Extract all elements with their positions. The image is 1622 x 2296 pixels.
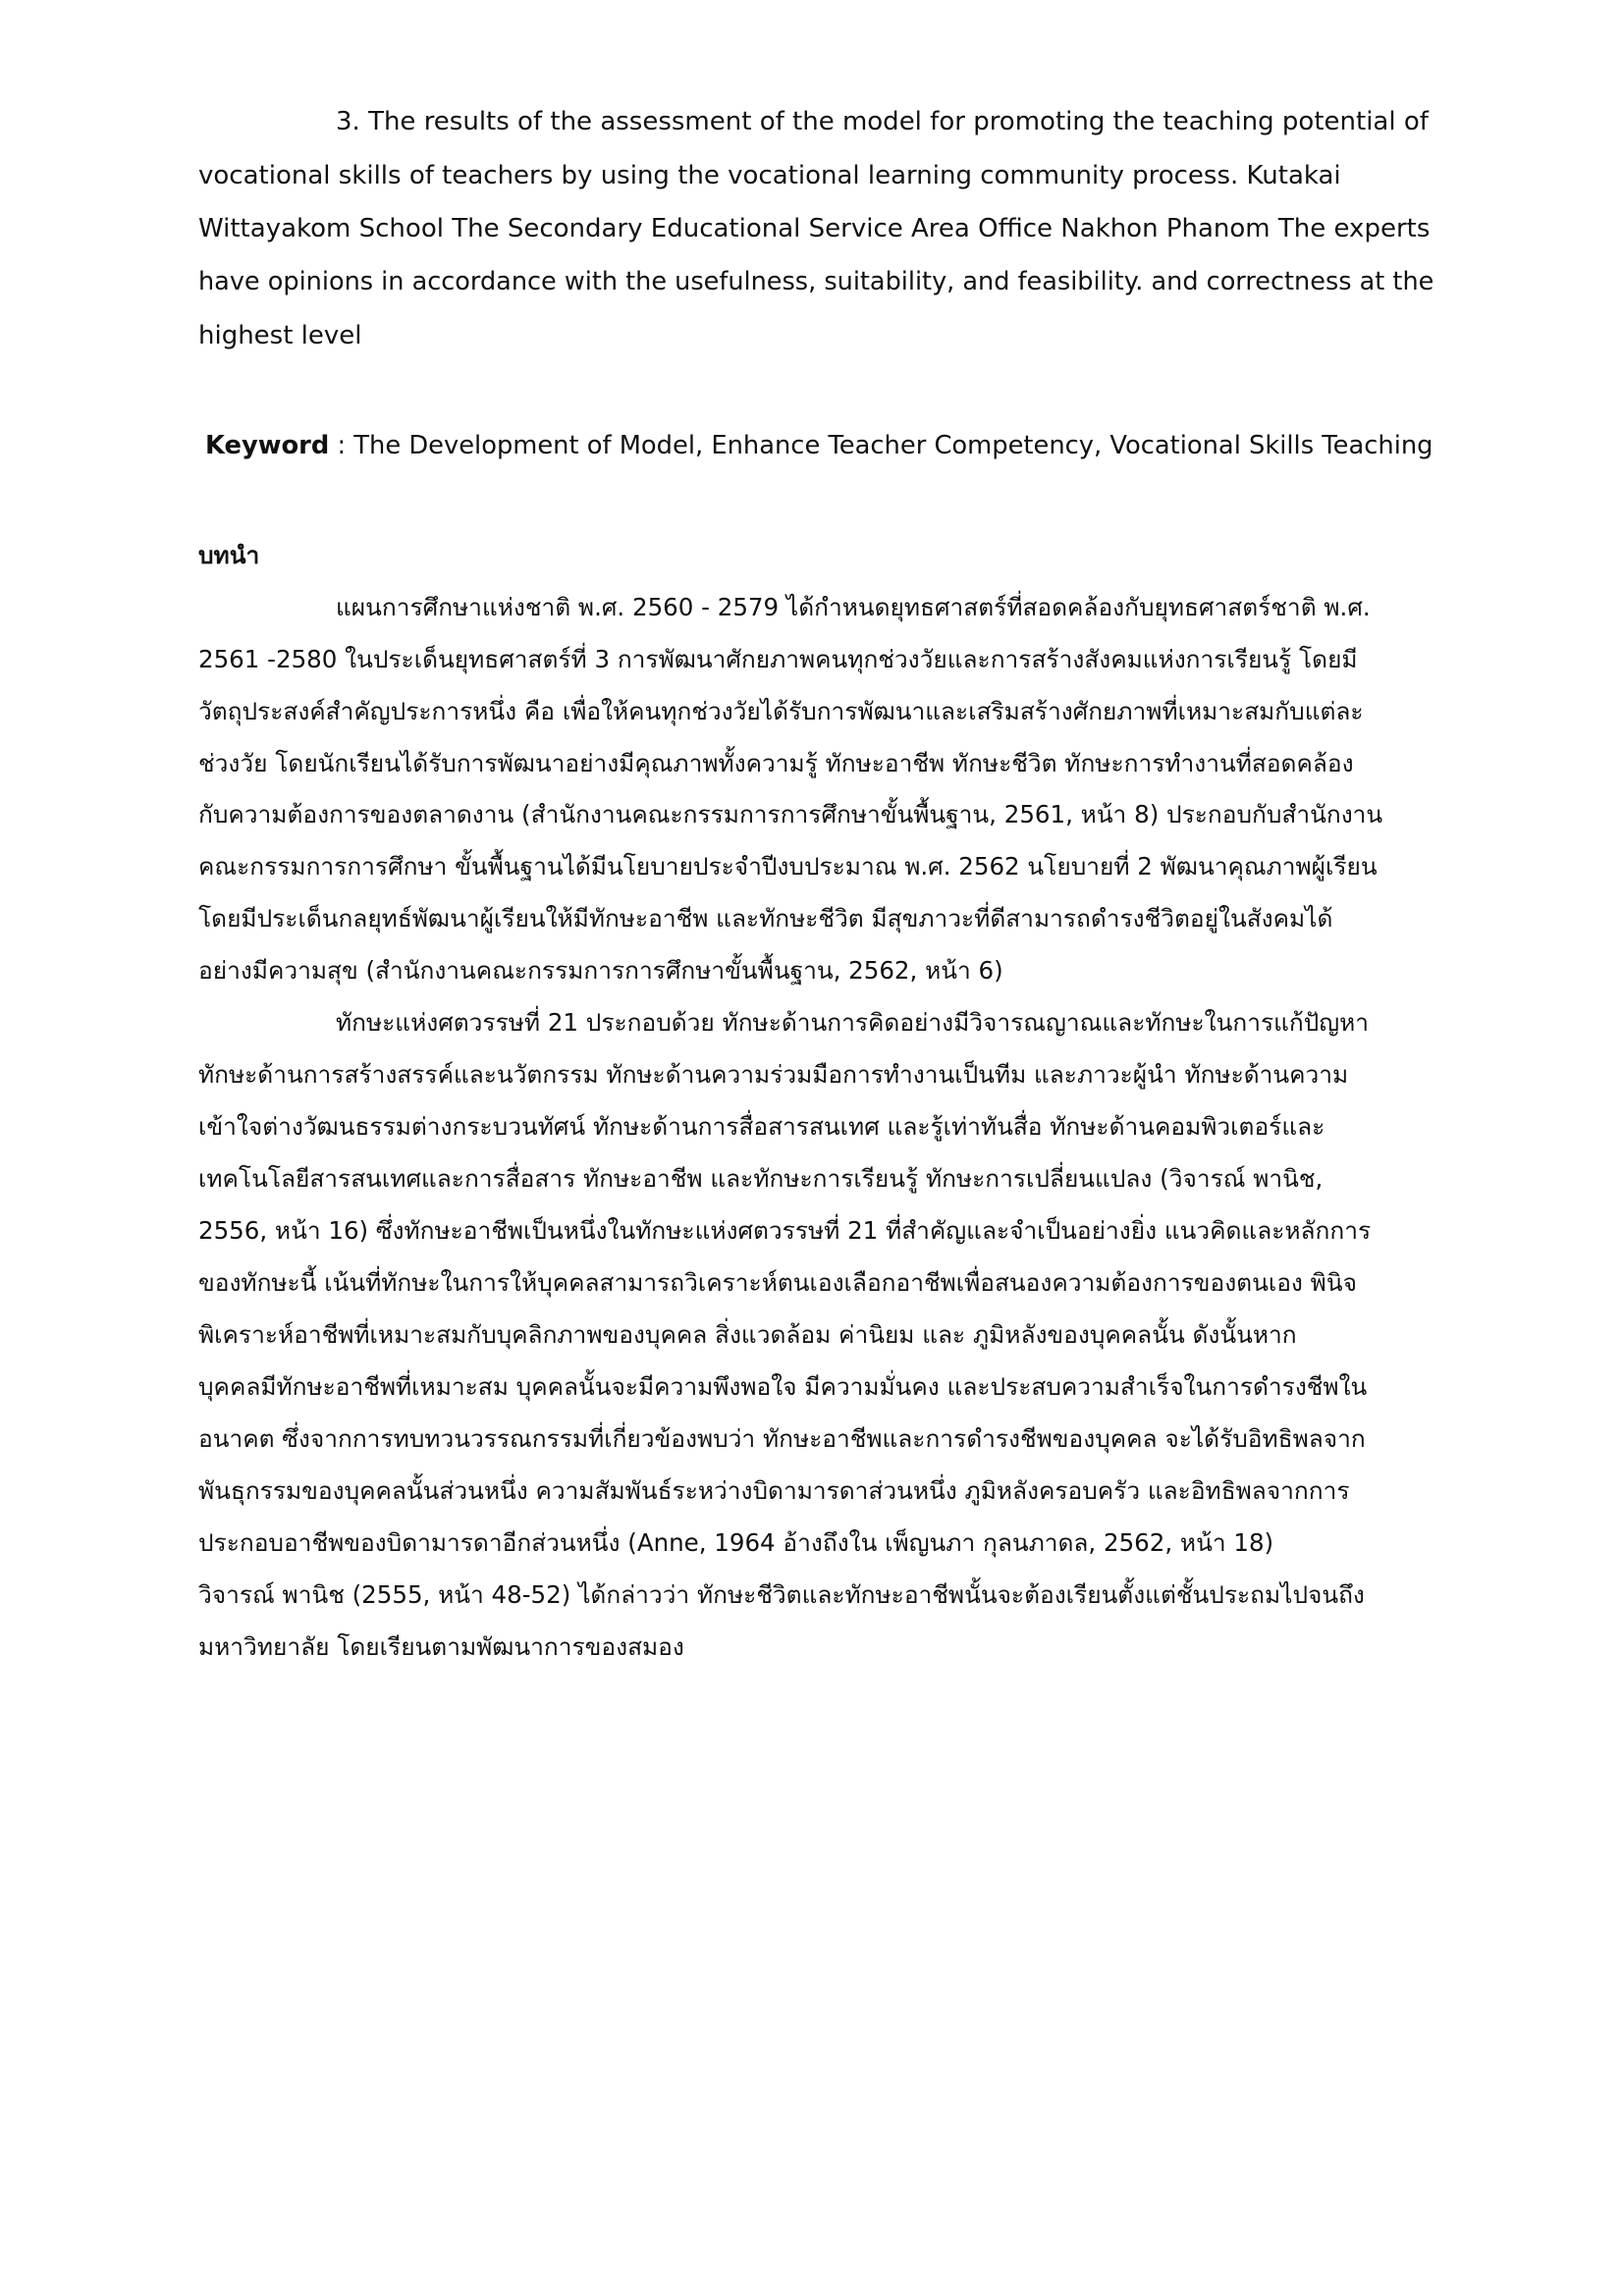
abstract-item3-line: highest level — [198, 321, 362, 350]
section-heading-introduction: บทนำ — [198, 541, 260, 569]
intro-paragraph2-line: ทักษะแห่งศตวรรษที่ 21 ประกอบด้วย ทักษะด้านการคิดอย่างมีวิจารณญาณและทักษะในการแก้ปัญหา — [336, 1008, 1370, 1037]
intro-paragraph2-line: ทักษะด้านการสร้างสรรค์และนวัตกรรม ทักษะด้านความร่วมมือการทำงานเป็นทีม และภาวะผู้นำ ทักษะด้านความ — [198, 1060, 1349, 1089]
intro-paragraph2-line: เทคโนโลยีสารสนเทศและการสื่อสาร ทักษะอาชีพ และทักษะการเรียนรู้ ทักษะการเปลี่ยนแปลง (วิจารณ์ พานิช, — [198, 1164, 1324, 1193]
intro-paragraph2-line: อนาคต ซึ่งจากการทบทวนวรรณกรรมที่เกี่ยวข้องพบว่า ทักษะอาชีพและการดำรงชีพของบุคคล จะได้รับอิทธิพลจาก — [198, 1424, 1366, 1453]
abstract-item3-line: Wittayakom School The Secondary Educational Service Area Office Nakhon Phanom The experts — [198, 214, 1431, 243]
intro-paragraph2-line: ประกอบอาชีพของบิดามารดาอีกส่วนหนึ่ง (Anne, 1964 อ้างถึงใน เพ็ญนภา กุลนภาดล, 2562, หน้า 18) — [198, 1528, 1274, 1557]
intro-paragraph2-line: พันธุกรรมของบุคคลนั้นส่วนหนึ่ง ความสัมพันธ์ระหว่างบิดามารดาส่วนหนึ่ง ภูมิหลังครอบครัว และอิทธิพลจากการ — [198, 1476, 1350, 1505]
keyword-text: : The Development of Model, Enhance Teacher Competency, Vocational Skills Teaching — [329, 431, 1433, 460]
abstract-item3-line: 3. The results of the assessment of the model for promoting the teaching potential of — [336, 107, 1429, 136]
intro-paragraph2-line: มหาวิทยาลัย โดยเรียนตามพัฒนาการของสมอง — [198, 1632, 684, 1661]
abstract-item3-line: vocational skills of teachers by using the vocational learning community process. Kutakai — [198, 161, 1341, 190]
intro-paragraph2-line: วิจารณ์ พานิช (2555, หน้า 48-52) ได้กล่าวว่า ทักษะชีวิตและทักษะอาชีพนั้นจะต้องเรียนตั้งแต่ชั้นประถมไปจนถึง — [198, 1580, 1365, 1609]
intro-paragraph1-line: อย่างมีความสุข (สำนักงานคณะกรรมการการศึกษาขั้นพื้นฐาน, 2562, หน้า 6) — [198, 956, 1003, 985]
keyword-label: Keyword — [205, 431, 330, 460]
intro-paragraph1-line: วัตถุประสงค์สำคัญประการหนึ่ง คือ เพื่อให้คนทุกช่วงวัยได้รับการพัฒนาและเสริมสร้างศักยภาพที่เหมาะสมกับแต่ละ — [198, 697, 1364, 725]
intro-paragraph2-line: บุคคลมีทักษะอาชีพที่เหมาะสม บุคคลนั้นจะมีความพึงพอใจ มีความมั่นคง และประสบความสำเร็จในการดำรงชีพใน — [198, 1372, 1368, 1401]
intro-paragraph1-line: โดยมีประเด็นกลยุทธ์พัฒนาผู้เรียนให้มีทักษะอาชีพ และทักษะชีวิต มีสุขภาวะที่ดีสามารถดำรงชีวิตอยู่ในสังคมได้ — [198, 904, 1333, 933]
intro-paragraph1-line: คณะกรรมการการศึกษา ขั้นพื้นฐานได้มีนโยบายประจำปีงบประมาณ พ.ศ. 2562 นโยบายที่ 2 พัฒนาคุณภาพผู้เรียน — [198, 852, 1378, 881]
intro-paragraph2-line: พิเคราะห์อาชีพที่เหมาะสมกับบุคลิกภาพของบุคคล สิ่งแวดล้อม ค่านิยม และ ภูมิหลังของบุคคลนั้น ดังนั้นหาก — [198, 1320, 1297, 1349]
intro-paragraph1-line: กับความต้องการของตลาดงาน (สำนักงานคณะกรรมการการศึกษาขั้นพื้นฐาน, 2561, หน้า 8) ประกอบกับสำนักงาน — [198, 800, 1383, 828]
intro-paragraph1-line: 2561 -2580 ในประเด็นยุทธศาสตร์ที่ 3 การพัฒนาศักยภาพคนทุกช่วงวัยและการสร้างสังคมแห่งการเรียนรู้ โดยมี — [198, 645, 1358, 673]
intro-paragraph2-line: ของทักษะนี้ เน้นที่ทักษะในการให้บุคคลสามารถวิเคราะห์ตนเองเลือกอาชีพเพื่อสนองความต้องการของตนเอง พินิจ — [198, 1268, 1357, 1297]
intro-paragraph2-line: 2556, หน้า 16) ซึ่งทักษะอาชีพเป็นหนึ่งในทักษะแห่งศตวรรษที่ 21 ที่สำคัญและจำเป็นอย่างยิ่ง แนวคิดและหลักการ — [198, 1216, 1372, 1245]
intro-paragraph1-line: แผนการศึกษาแห่งชาติ พ.ศ. 2560 - 2579 ได้กำหนดยุทธศาสตร์ที่สอดคล้องกับยุทธศาสตร์ชาติ พ.ศ. — [336, 593, 1371, 621]
intro-paragraph1-line: ช่วงวัย โดยนักเรียนได้รับการพัฒนาอย่างมีคุณภาพทั้งความรู้ ทักษะอาชีพ ทักษะชีวิต ทักษะการทำงานที่สอดคล้อง — [198, 749, 1354, 777]
keywords — [205, 431, 1433, 460]
intro-paragraph2-line: เข้าใจต่างวัฒนธรรมต่างกระบวนทัศน์ ทักษะด้านการสื่อสารสนเทศ และรู้เท่าทันสื่อ ทักษะด้านคอมพิวเตอร์และ — [198, 1112, 1325, 1141]
abstract-item3-line: have opinions in accordance with the usefulness, suitability, and feasibility. and correctness at the — [198, 267, 1434, 296]
